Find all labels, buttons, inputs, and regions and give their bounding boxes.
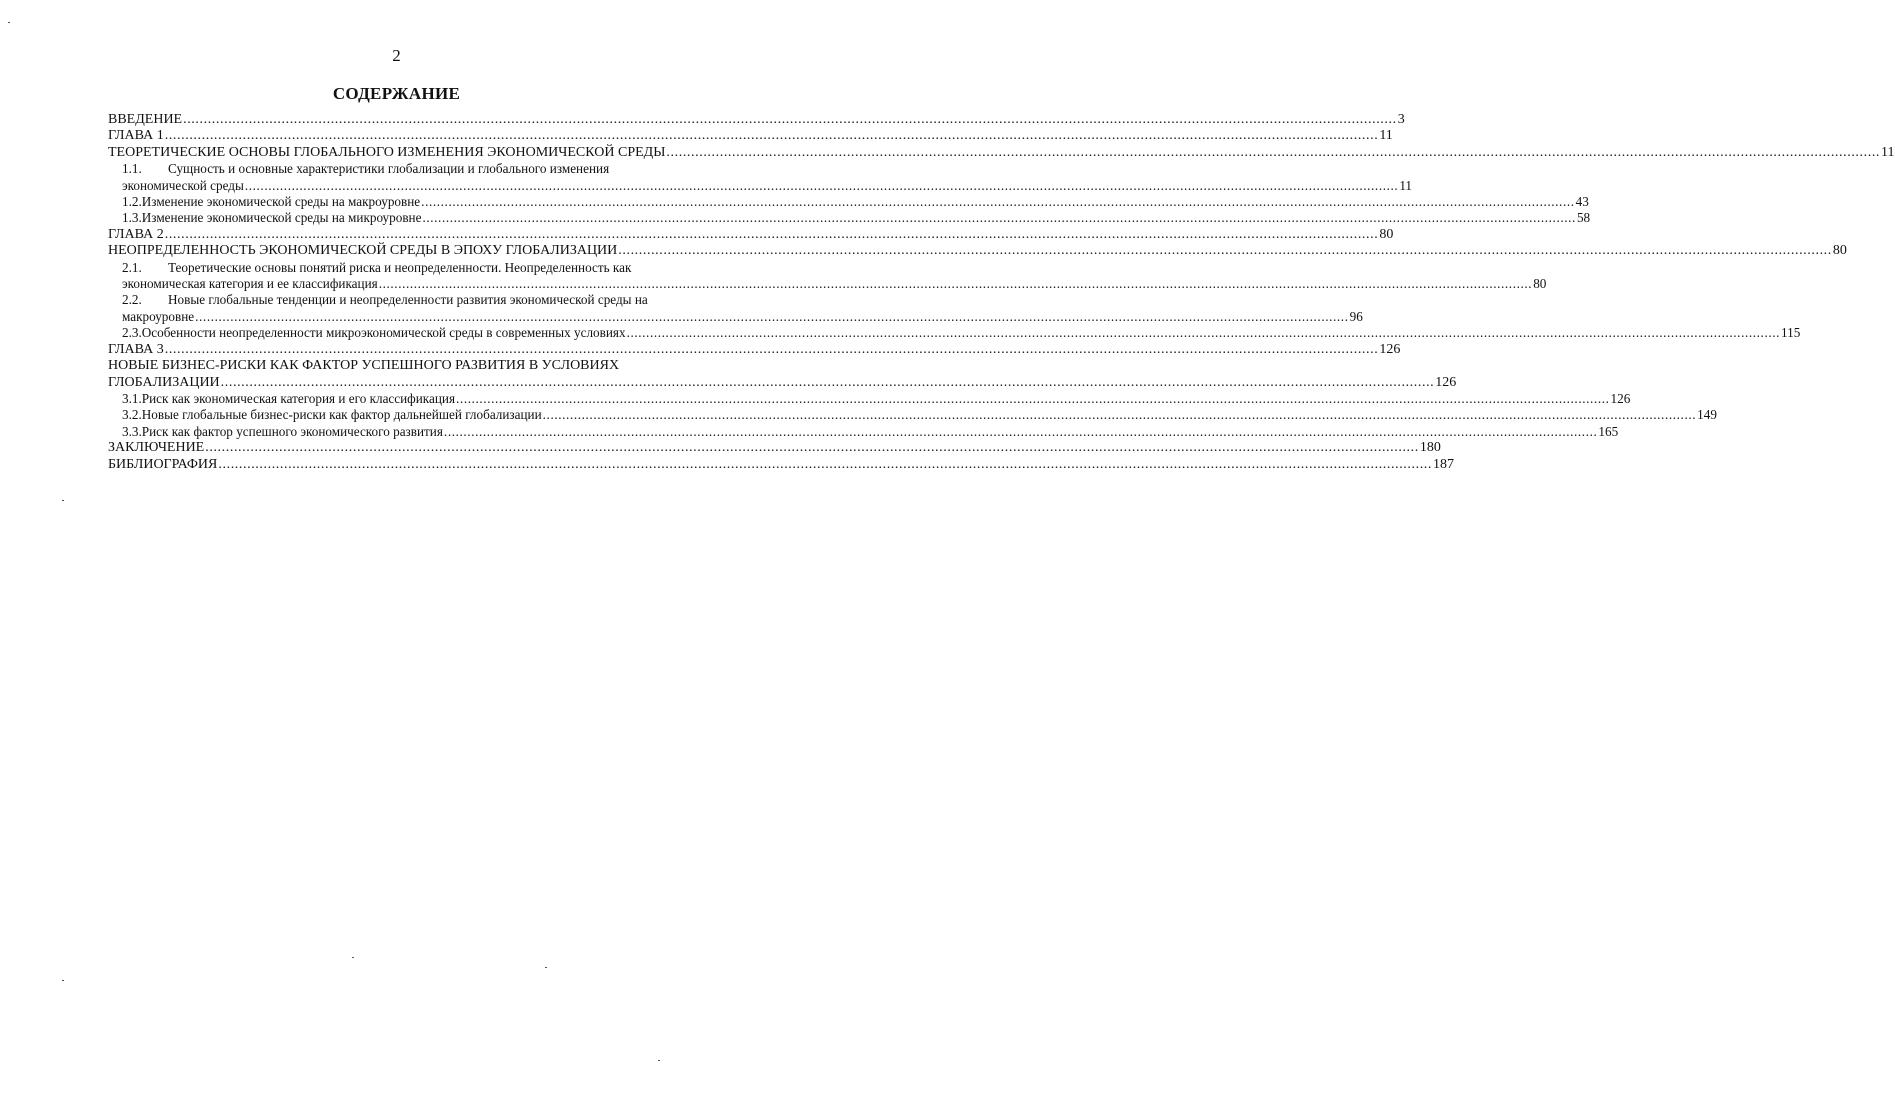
toc-entry-page: 80 xyxy=(1533,276,1547,292)
toc-entry xyxy=(108,210,1591,226)
toc-entry-line xyxy=(122,292,752,308)
toc-entry-number: 1.1. xyxy=(122,161,142,177)
toc-entry-line xyxy=(122,423,1619,440)
dot-leader xyxy=(627,325,1780,341)
dot-leader xyxy=(165,342,1379,358)
toc-entry-line xyxy=(108,374,1457,391)
toc-entry xyxy=(108,325,1801,341)
toc-entry-title: макроуровне xyxy=(122,308,195,324)
dot-leader xyxy=(218,457,1432,473)
toc-entry-line xyxy=(122,194,1589,210)
dot-leader xyxy=(543,407,1696,423)
toc-entry-page: 126 xyxy=(1435,374,1457,390)
toc-entry-page: 58 xyxy=(1576,210,1591,226)
toc-entry-line xyxy=(122,210,1591,226)
toc-entry xyxy=(108,259,1547,293)
toc-entry-title: ВВЕДЕНИЕ xyxy=(108,112,183,127)
toc-entry-title: ГЛОБАЛИЗАЦИИ xyxy=(108,374,220,390)
toc-entry xyxy=(108,194,1589,210)
dot-leader xyxy=(456,391,1609,407)
toc-entry-line xyxy=(108,226,1394,243)
toc-entry-title: Риск как экономическая категория и его классификация xyxy=(141,390,456,406)
scan-speck xyxy=(658,1060,660,1061)
toc-entry-page: 11 xyxy=(1881,144,1895,160)
dot-leader xyxy=(666,145,1880,161)
toc-entry-page: 115 xyxy=(1781,325,1801,341)
toc-entry-page: 80 xyxy=(1379,226,1394,242)
toc-entry xyxy=(108,341,1401,358)
toc-entry-page: 96 xyxy=(1349,308,1363,324)
toc-entry xyxy=(108,358,1457,391)
toc-entry-number: 1.2. xyxy=(122,194,142,210)
toc-entry-page: 80 xyxy=(1832,243,1847,259)
toc-entry xyxy=(108,440,1441,456)
toc-entry-number: 3.2. xyxy=(122,407,142,423)
toc-entry-page: 165 xyxy=(1598,423,1619,439)
toc-entry-number: 2.1. xyxy=(122,259,142,275)
toc-entry-page: 149 xyxy=(1697,407,1717,423)
toc-entry-page: 126 xyxy=(1610,390,1631,406)
toc-entry-title: НОВЫЕ БИЗНЕС-РИСКИ КАК ФАКТОР УСПЕШНОГО РАЗВИТИЯ В УСЛОВИЯХ xyxy=(108,358,620,374)
dot-leader xyxy=(165,128,1379,144)
toc-entry-line xyxy=(108,112,1405,128)
scan-speck xyxy=(62,980,64,981)
dot-leader xyxy=(165,227,1379,243)
toc-entry-line xyxy=(122,390,1631,407)
toc-entry-line xyxy=(108,243,1847,259)
dot-leader xyxy=(618,243,1832,259)
toc-entry xyxy=(108,292,1363,325)
dot-leader xyxy=(379,276,1532,292)
toc-title: СОДЕРЖАНИЕ xyxy=(332,84,461,103)
toc-entry-line xyxy=(108,440,1441,456)
toc-entry-number: 2.2. xyxy=(122,292,142,308)
toc-entry-title: Изменение экономической среды на микроуровне xyxy=(141,210,422,226)
toc-entry-title: Теоретические основы понятий риска и неопределенности. Неопределенность как xyxy=(168,259,632,275)
scan-speck xyxy=(8,22,10,23)
toc-entry-number: 1.3. xyxy=(122,210,142,226)
toc-entry-title: Сущность и основные характеристики глобализации и глобального изменения xyxy=(168,161,610,177)
toc-entry xyxy=(108,243,1847,259)
toc-entry-page: 43 xyxy=(1575,194,1589,210)
toc-entry-line xyxy=(122,308,1363,325)
scan-speck xyxy=(62,500,64,501)
dot-leader xyxy=(205,440,1419,456)
toc-entry xyxy=(108,112,1405,128)
dot-leader xyxy=(245,178,1398,194)
scan-speck xyxy=(545,967,547,968)
toc-entry-line xyxy=(108,341,1401,358)
toc-entry-page: 11 xyxy=(1399,177,1413,193)
toc-entry-title: Риск как фактор успешного экономического развития xyxy=(141,423,443,439)
toc-entry-line xyxy=(108,144,1895,161)
scan-speck xyxy=(352,957,354,958)
toc-entry-title: Новые глобальные бизнес-риски как фактор дальнейшей глобализации xyxy=(141,407,542,423)
toc-entry-page: 187 xyxy=(1433,456,1454,472)
toc-entry xyxy=(108,390,1631,407)
toc-entry-line xyxy=(122,161,752,177)
toc-entry-title: ГЛАВА 1 xyxy=(108,128,164,144)
dot-leader xyxy=(444,424,1597,440)
toc-entry-page: 3 xyxy=(1397,112,1405,127)
toc-entry-line xyxy=(108,358,752,374)
toc-entry xyxy=(108,456,1454,473)
toc-entry-number: 3.3. xyxy=(122,423,142,439)
toc-entry-title: ГЛАВА 3 xyxy=(108,341,164,357)
toc-entry-line xyxy=(108,128,1393,144)
toc-entry xyxy=(108,144,1895,161)
dot-leader xyxy=(183,112,1397,128)
toc-entry xyxy=(108,423,1619,440)
page-number: 2 xyxy=(392,46,401,65)
dot-leader xyxy=(221,375,1435,391)
dot-leader xyxy=(195,309,1348,325)
table-of-contents xyxy=(108,112,1895,473)
toc-entry-title: Особенности неопределенности микроэкономической среды в современных условиях xyxy=(141,325,626,341)
toc-entry-title: экономической среды xyxy=(122,177,244,193)
toc-entry-title: БИБЛИОГРАФИЯ xyxy=(108,456,218,472)
toc-entry-line xyxy=(122,325,1801,341)
toc-entry-title: НЕОПРЕДЕЛЕННОСТЬ ЭКОНОМИЧЕСКОЙ СРЕДЫ В ЭПОХУ ГЛОБАЛИЗАЦИИ xyxy=(108,243,618,259)
dot-leader xyxy=(421,194,1574,210)
toc-entry-title: Изменение экономической среды на макроуровне xyxy=(141,194,421,210)
toc-entry xyxy=(108,407,1717,423)
toc-entry-line xyxy=(122,407,1717,423)
toc-entry-number: 2.3. xyxy=(122,325,142,341)
toc-entry-title: ЗАКЛЮЧЕНИЕ xyxy=(108,440,205,456)
toc-entry xyxy=(108,128,1393,144)
toc-entry-page: 180 xyxy=(1419,440,1441,456)
toc-entry-page: 126 xyxy=(1379,341,1401,357)
toc-entry-title: экономическая категория и ее классификация xyxy=(122,276,378,292)
toc-entry xyxy=(108,226,1394,243)
dot-leader xyxy=(422,210,1575,226)
toc-entry-line xyxy=(122,276,1547,292)
toc-entry-page: 11 xyxy=(1379,128,1393,144)
toc-entry xyxy=(108,161,1413,194)
toc-entry-title: Новые глобальные тенденции и неопределенности развития экономической среды на xyxy=(168,292,648,308)
toc-entry-line xyxy=(108,456,1454,473)
toc-entry-line xyxy=(122,260,752,276)
toc-entry-line xyxy=(122,177,1413,194)
toc-entry-title: ГЛАВА 2 xyxy=(108,226,164,242)
toc-entry-title: ТЕОРЕТИЧЕСКИЕ ОСНОВЫ ГЛОБАЛЬНОГО ИЗМЕНЕНИЯ ЭКОНОМИЧЕСКОЙ СРЕДЫ xyxy=(108,144,666,160)
toc-entry-number: 3.1. xyxy=(122,390,142,406)
